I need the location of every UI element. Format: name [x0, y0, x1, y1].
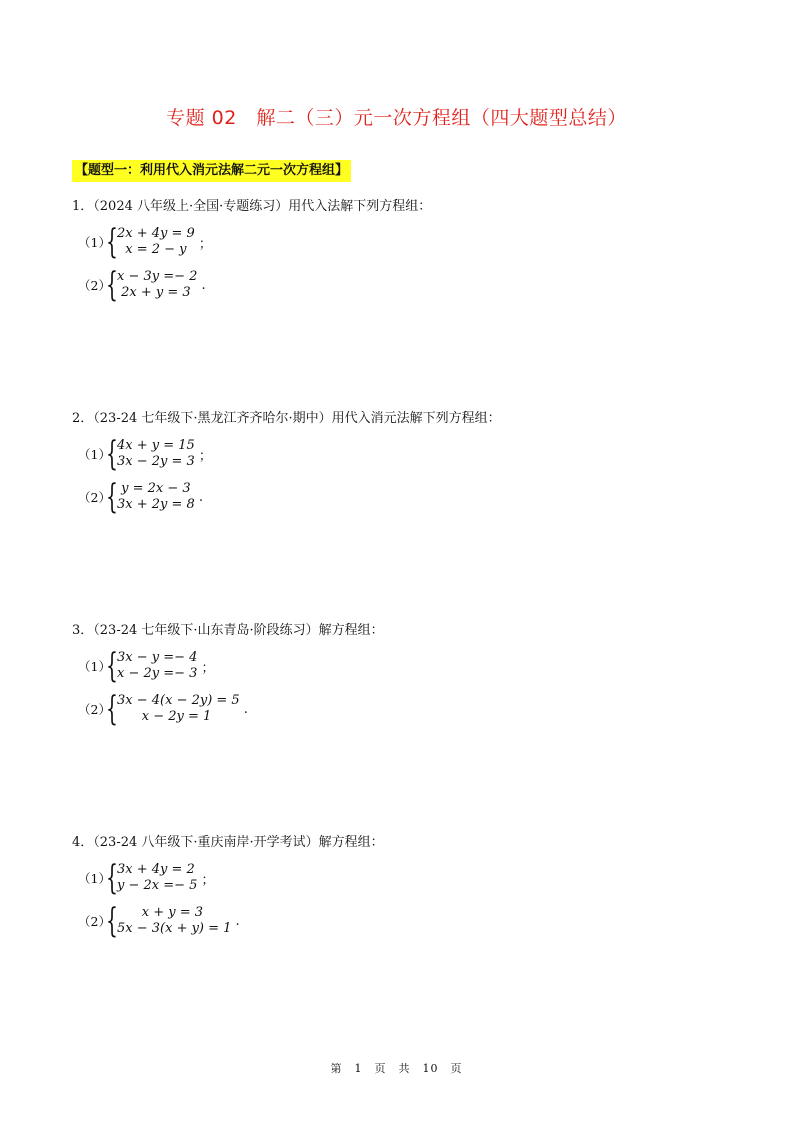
part-label: （2）	[78, 278, 111, 293]
part-label: （2）	[78, 702, 111, 717]
part-label: （2）	[78, 490, 111, 505]
brace-symbol: {	[106, 222, 118, 262]
equation-2: 3x + 2y = 8	[117, 497, 195, 512]
brace-symbol: {	[106, 858, 118, 898]
equation-2: y − 2x =− 5	[117, 878, 198, 893]
equation-system	[106, 436, 195, 472]
equation-1: y = 2x − 3	[117, 481, 191, 496]
equation-1: 2x + 4y = 9	[117, 226, 195, 241]
question-2-part-1	[78, 436, 212, 472]
punctuation: .	[243, 701, 248, 717]
document-title: 专题 02 解二（三）元一次方程组（四大题型总结）	[166, 107, 627, 129]
equation-1: x + y = 3	[117, 905, 204, 920]
question-1-stem: 1．（2024 八年级上·全国·专题练习）用代入法解下列方程组：	[72, 199, 432, 214]
part-label: （1）	[78, 235, 111, 250]
equation-1: 3x − 4(x − 2y) = 5	[117, 693, 240, 708]
page-footer: 第 1 页 共 10 页	[330, 1062, 463, 1075]
brace-symbol: {	[106, 265, 118, 305]
equation-1: x − 3y =− 2	[117, 269, 198, 284]
part-label: （1）	[78, 871, 111, 886]
equation-system	[106, 479, 195, 515]
punctuation: ；	[198, 448, 212, 464]
punctuation: .	[198, 489, 203, 505]
equation-2: x = 2 − y	[117, 242, 187, 257]
question-3-stem: 3．（23-24 七年级下·山东青岛·阶段练习）解方程组：	[72, 623, 384, 638]
part-label: （1）	[78, 447, 111, 462]
question-1-part-2	[78, 267, 206, 303]
question-4-stem: 4．（23-24 八年级下·重庆南岸·开学考试）解方程组：	[72, 835, 384, 850]
part-label: （2）	[78, 914, 111, 929]
equation-system	[106, 860, 197, 896]
equation-2: x − 2y = 1	[117, 709, 212, 724]
punctuation: ；	[198, 236, 212, 252]
question-4-part-1	[78, 860, 214, 896]
equation-system	[106, 903, 231, 939]
punctuation: ；	[201, 872, 215, 888]
equation-2: 5x − 3(x + y) = 1	[117, 921, 232, 936]
equation-system	[106, 691, 240, 727]
brace-symbol: {	[106, 646, 118, 686]
equation-1: 3x + 4y = 2	[117, 862, 195, 877]
question-1-part-1	[78, 224, 212, 260]
equation-2: x − 2y =− 3	[117, 666, 198, 681]
equation-1: 3x − y =− 4	[117, 650, 198, 665]
brace-symbol: {	[106, 689, 118, 729]
question-3-part-2	[78, 691, 248, 727]
section-heading: 【题型一：利用代入消元法解二元一次方程组】	[72, 160, 351, 182]
punctuation: .	[235, 913, 240, 929]
equation-1: 4x + y = 15	[117, 438, 195, 453]
question-2-stem: 2．（23-24 七年级下·黑龙江齐齐哈尔·期中）用代入消元法解下列方程组：	[72, 411, 501, 426]
equation-2: 3x − 2y = 3	[117, 454, 195, 469]
punctuation: ；	[201, 660, 215, 676]
brace-symbol: {	[106, 901, 118, 941]
question-3-part-1	[78, 648, 214, 684]
part-label: （1）	[78, 659, 111, 674]
brace-symbol: {	[106, 477, 118, 517]
question-2-part-2	[78, 479, 203, 515]
equation-system	[106, 224, 195, 260]
equation-system	[106, 648, 197, 684]
brace-symbol: {	[106, 434, 118, 474]
question-4-part-2	[78, 903, 240, 939]
equation-system	[106, 267, 197, 303]
equation-2: 2x + y = 3	[117, 285, 191, 300]
punctuation: .	[201, 277, 206, 293]
